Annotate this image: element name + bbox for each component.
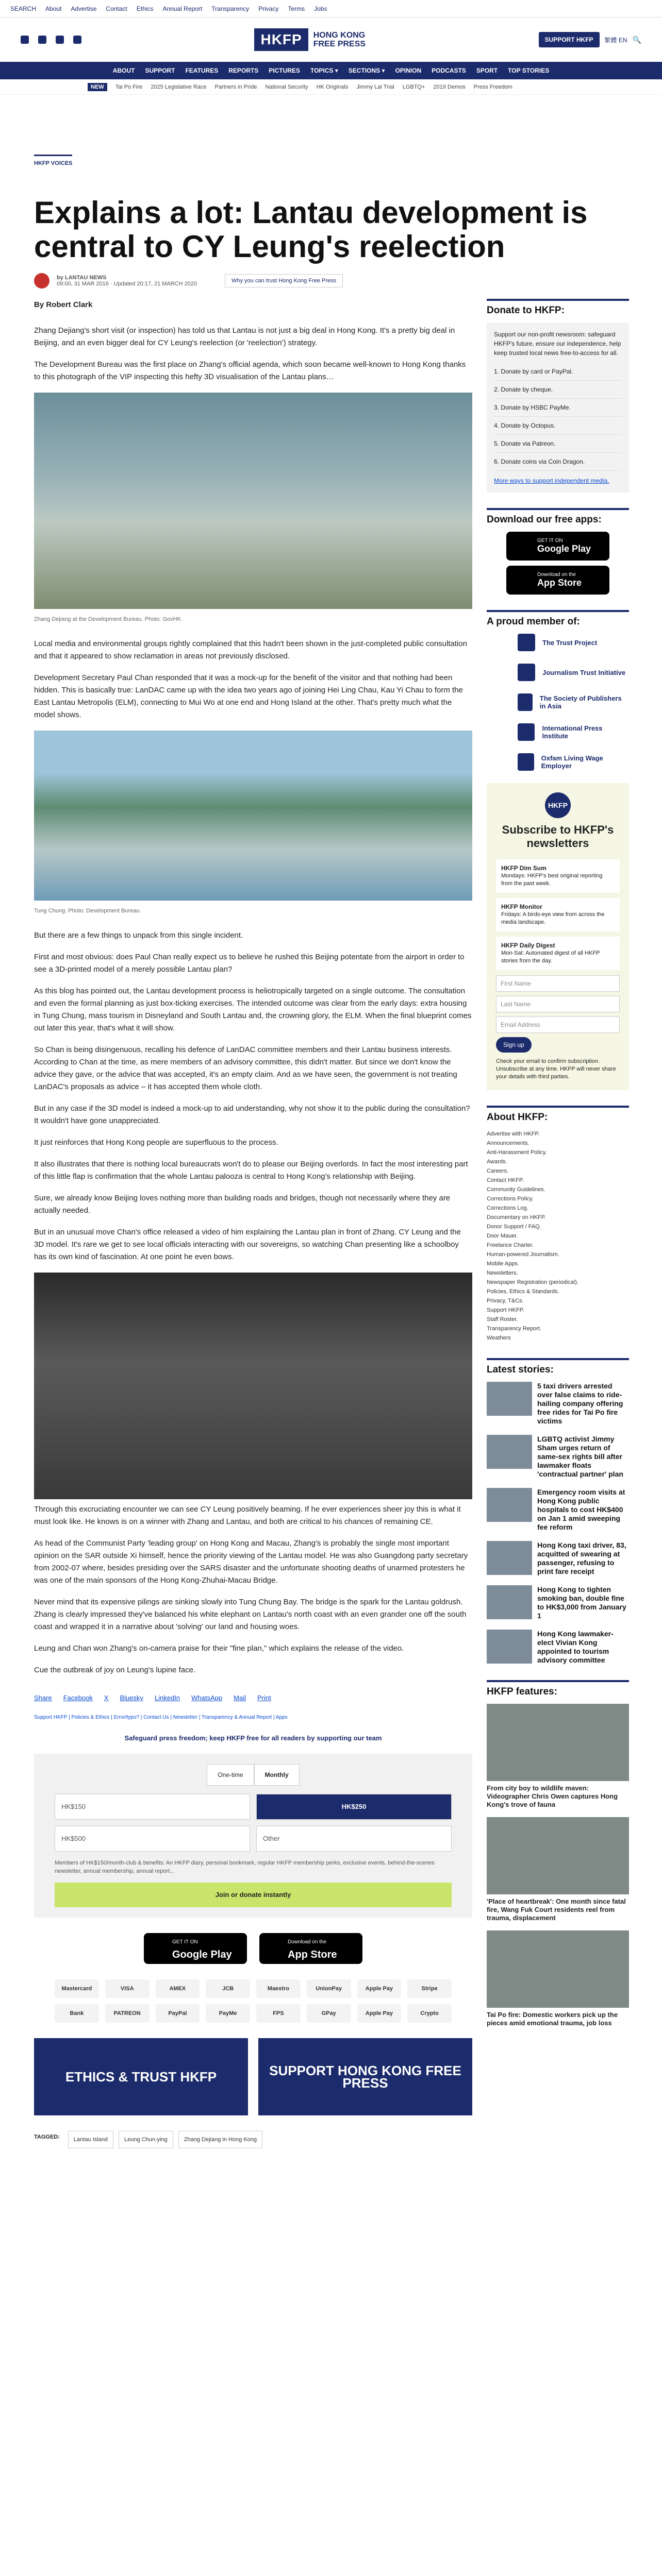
nav-item[interactable]: TOP STORIES (508, 67, 550, 74)
payment-logo: PayMe (206, 2004, 250, 2023)
nav-item[interactable]: SUPPORT (145, 67, 175, 74)
join-button[interactable]: Join or donate instantly (55, 1883, 452, 1907)
payment-logos (55, 1979, 452, 2023)
payment-logo: UnionPay (307, 1979, 351, 1998)
paragraph: The Development Bureau was the first place on Zhang's official agenda, which soon became well-known to Hong Kong thanks to this photograph of the VIP inspecting this hefty 3D visualisation of the Lantau plans… (34, 360, 466, 381)
member-logo[interactable] (518, 753, 629, 771)
story-thumbnail (487, 1630, 532, 1664)
terms-link[interactable]: Terms (288, 5, 305, 12)
ethics-banner[interactable]: ETHICS & TRUST HKFP (34, 2038, 248, 2115)
nav-item[interactable]: PODCASTS (432, 67, 466, 74)
about-link[interactable]: Contact HKFP. (487, 1177, 524, 1183)
gp-small: GET IT ON (537, 538, 563, 544)
nav-item[interactable]: SPORT (476, 67, 498, 74)
about-link[interactable]: Advertise with HKFP. (487, 1131, 540, 1137)
story-title: 5 taxi drivers arrested over false claims to ride-hailing company offering free rides for Tai Po fire victims (537, 1382, 623, 1425)
story-thumbnail (487, 1435, 532, 1469)
support-button[interactable]: SUPPORT HKFP (539, 32, 600, 47)
story-title: Hong Kong lawmaker-elect Vivian Kong appointed to tourism advisory committee (537, 1630, 614, 1664)
annual-report-link[interactable]: Annual Report (162, 5, 203, 12)
article-meta (34, 273, 343, 289)
donate-heading: Donate to HKFP: (487, 299, 629, 316)
donate-option[interactable]: 1. Donate by card or PayPal. (494, 363, 622, 381)
payment-logo: PayPal (156, 2004, 200, 2023)
one-time-tab[interactable]: One-time (207, 1764, 254, 1786)
payment-logo: GPay (307, 2004, 351, 2023)
subnav-item[interactable]: Press Freedom (473, 83, 512, 90)
feature-photo (487, 1704, 629, 1781)
app-store-badge[interactable] (259, 1933, 362, 1964)
as-small: Download on the (537, 572, 576, 578)
newsletter-desc: Mon-Sat: Automated digest of all HKFP stories from the day. (501, 950, 600, 964)
support-banner[interactable]: SUPPORT HONG KONG FREE PRESS (258, 2038, 472, 2115)
feature-title: 'Place of heartbreak': One month since fatal fire, Wang Fuk Court residents reel from trauma, displacement (487, 1897, 626, 1922)
newsletter-logo: HKFP (545, 792, 571, 818)
google-play-badge[interactable] (144, 1933, 247, 1964)
payment-logo: AMEX (156, 1979, 200, 1998)
frequency-toggle (55, 1764, 452, 1786)
video-embed[interactable] (34, 1273, 472, 1499)
jobs-link[interactable]: Jobs (314, 5, 327, 12)
about-list (487, 1129, 629, 1343)
features-list (487, 1704, 629, 2027)
about-link[interactable]: Policies, Ethics & Standards. (487, 1289, 559, 1295)
member-name: Oxfam Living Wage Employer (541, 754, 603, 770)
payment-logo: Maestro (256, 1979, 301, 1998)
feature-story[interactable] (487, 1930, 629, 2027)
latest-story[interactable] (487, 1382, 629, 1426)
about-link[interactable]: Staff Roster. (487, 1316, 518, 1323)
share-row (34, 1692, 472, 1704)
membership-text: Members of HK$150/month-club & benefits: An HKFP diary, personal bookmark, regular HKFP membership perks, exclusive events, behind-the-scenes newsletter, annual membership, annual report... (55, 1860, 435, 1874)
spam-note: Check your email to confirm subscription. Unsubscribe at any time. HKFP will never share your details with third parties. (496, 1058, 616, 1080)
feature-title: From city boy to wildlife maven: Videographer Chris Owen captures Hong Kong's trove of fauna (487, 1784, 618, 1808)
side-google-play[interactable] (506, 532, 609, 561)
monthly-tab[interactable]: Monthly (254, 1764, 300, 1786)
about-link[interactable]: Corrections Log. (487, 1205, 528, 1211)
subnav-item[interactable]: National Security (265, 83, 308, 90)
nav-item[interactable]: OPINION (395, 67, 422, 74)
tags (34, 2131, 472, 2148)
newsletter-title: HKFP Daily Digest (501, 942, 555, 949)
first-name-input[interactable]: First Name (496, 975, 620, 992)
payment-logo: Crypto (407, 2004, 452, 2023)
share-link[interactable]: Facebook (63, 1694, 93, 1702)
payment-logo: VISA (105, 1979, 150, 1998)
paragraph: Sure, we already know Beijing loves nothing more than building roads and bridges, though not necessarily where they are actually needed. (34, 1194, 451, 1215)
latest-heading: Latest stories: (487, 1358, 629, 1376)
amount-option-selected[interactable]: HK$250 (256, 1794, 452, 1820)
share-link[interactable]: Print (257, 1694, 271, 1702)
newsletter-title: HKFP Monitor (501, 903, 542, 910)
as-small: Download on the (288, 1939, 327, 1945)
latest-story[interactable] (487, 1541, 629, 1576)
payment-logo: Apple Pay (357, 2004, 402, 2023)
trust-link[interactable]: Why you can trust Hong Kong Free Press (225, 274, 343, 287)
paragraph: Never mind that its expensive pilings are sinking slowly into Tung Chung Bay. The bridge is the spark for the Lantau goldrush. Zhang is clearly impressed they've balanced his white elephant on Lantau's north coast with an even grander one off the south coast and wrapped it in a narrative about 'solving' our land and housing woes. (34, 1598, 467, 1631)
about-link[interactable]: Human-powered Journalism. (487, 1251, 559, 1258)
member-logo-mark (518, 634, 535, 651)
latest-story[interactable] (487, 1630, 629, 1665)
subnav-item[interactable]: LGBTQ+ (402, 83, 425, 90)
story-title: Emergency room visits at Hong Kong public hospitals to cost HK$400 on Jan 1 amid sweeping fee reform (537, 1488, 625, 1531)
as-label: App Store (288, 1949, 337, 1960)
member-logo-mark (518, 664, 535, 681)
author-avatar (34, 273, 49, 289)
share-link[interactable]: Mail (234, 1694, 246, 1702)
logo-line2: FREE PRESS (313, 40, 366, 48)
caption: Tung Chung. Photo: Development Bureau. (34, 908, 141, 914)
paragraph: Through this excruciating encounter we can see CY Leung positively beaming. If he ever experiences sheer joy this is what it must look like. He knows is on a winner with Zhang and Lantau, and both are critical to his chances of remaining CE. (34, 1505, 461, 1526)
story-thumbnail (487, 1585, 532, 1619)
paragraph: Zhang Dejiang's short visit (or inspection) has told us that Lantau is not just a big deal in Hong Kong. It's a pretty big deal in Beijing, and an even bigger deal for CY Leung's reelection (or 'reelection') strategy. (34, 326, 455, 347)
nav-item[interactable]: FEATURES (185, 67, 219, 74)
about-link[interactable]: Mobile Apps. (487, 1261, 519, 1267)
feature-story[interactable] (487, 1817, 629, 1922)
gp-label: Google Play (537, 544, 591, 554)
sidebar (487, 299, 629, 2036)
payment-logo: PATREON (105, 2004, 150, 2023)
about-link[interactable]: Careers. (487, 1168, 509, 1174)
member-logo-mark (518, 693, 533, 711)
tag[interactable]: Zhang Dejiang in Hong Kong (178, 2131, 262, 2148)
app-badges (34, 1933, 472, 1964)
story-title: Hong Kong taxi driver, 83, acquitted of swearing at passenger, refusing to print fare receipt (537, 1541, 626, 1575)
about-link[interactable]: Documentary on HKFP. (487, 1214, 546, 1221)
about-link[interactable]: Announcements. (487, 1140, 529, 1146)
search-icon[interactable]: 🔍 (632, 35, 641, 44)
photo-tung-chung (34, 731, 472, 901)
newsletter-option[interactable] (496, 898, 620, 931)
donate-option[interactable]: 2. Donate by cheque. (494, 381, 622, 399)
about-link[interactable]: Corrections Policy. (487, 1196, 534, 1202)
story-thumbnail (487, 1382, 532, 1416)
member-logo-mark (518, 753, 534, 771)
member-logo[interactable] (518, 664, 629, 681)
payment-logo: FPS (256, 2004, 301, 2023)
nav-item[interactable]: SECTIONS ▾ (348, 67, 385, 74)
member-name: The Trust Project (542, 638, 598, 647)
member-logo-mark (518, 723, 535, 741)
member-name: The Society of Publishers in Asia (539, 694, 622, 710)
signup-button[interactable]: Sign up (496, 1037, 532, 1053)
about-link[interactable]: Newspaper Registration (periodical). (487, 1279, 578, 1285)
member-heading: A proud member of: (487, 610, 629, 628)
donate-option[interactable]: 3. Donate by HSBC PayMe. (494, 399, 622, 417)
about-link[interactable]: Transparency Report. (487, 1326, 541, 1332)
about-link[interactable]: Door Mauer. (487, 1233, 518, 1239)
story-thumbnail (487, 1488, 532, 1522)
apps-heading: Download our free apps: (487, 508, 629, 526)
amount-grid (55, 1794, 452, 1852)
photo-zhang-model (34, 393, 472, 609)
author: By Robert Clark (34, 300, 93, 309)
donate-option[interactable]: 4. Donate by Octopus. (494, 417, 622, 435)
newsletter-heading: Subscribe to HKFP's newsletters (502, 823, 614, 850)
paragraph: Development Secretary Paul Chan responded that it was a mock-up for the benefit of the visitor and that nothing had been hidden. This is basically true: LanDAC came up with the idea two years ago of joining Hei Ling Chau, Kau Yi Chau to form the East Lantau Metropolis (ELM), connecting to Mui Wo at one end and Hong Island at the other. That's pretty much what the model shows. (34, 673, 463, 719)
paragraph: But in any case if the 3D model is indeed a mock-up to aid understanding, why not show it to the public during the consultation? It wouldn't have gone unappreciated. (34, 1104, 470, 1125)
member-logo[interactable] (518, 634, 629, 651)
paragraph: Local media and environmental groups rightly complained that this hadn't been shown in the just-completed public consultation and that it appeared to show reclamation in areas not previously disclosed. (34, 639, 468, 660)
story-thumbnail (487, 1541, 532, 1575)
paragraph: As this blog has pointed out, the Lantau development process is heliotropically targeted on a single outcome. The consultation and even the formal planning as just box-ticking exercises. The intended outcome was clear from the early days: extra housing in Tung Chung, mass tourism in Disneyland and South Lantau and, the crowning glory, the ELM. When the final blueprint comes out later this year, that's what it will show. (34, 987, 472, 1032)
paragraph: First and most obvious: does Paul Chan really expect us to believe he rushed this Beijing potentate from the airport in order to see a 3D-printed model of a merely possible Lantau plan? (34, 953, 465, 974)
email-input[interactable]: Email Address (496, 1016, 620, 1033)
paragraph: It just reinforces that Hong Kong people are superfluous to the process. (34, 1138, 278, 1147)
latest-story[interactable] (487, 1488, 629, 1532)
nav-item[interactable]: REPORTS (228, 67, 259, 74)
paragraph: So Chan is being disingenuous, recalling his defence of LanDAC committee members and their Lantau business interests. According to Chan at the time, as mere members of an advisory committee, this didn't matter. But since we don't know the advice they gave, or the advice that was accepted, it's an empty claim. And as we have seen, the government is not treating LanDAC's proposals as advice – it has accepted them whole cloth. (34, 1045, 457, 1091)
about-link[interactable]: Privacy, T&Cs. (487, 1298, 524, 1304)
gp-label: Google Play (172, 1949, 232, 1960)
newsletter-box (487, 783, 629, 1090)
subnav-item[interactable]: Partners in Pride (214, 83, 257, 90)
as-label: App Store (537, 578, 582, 588)
newsletter-desc: Mondays: HKFP's best original reporting from the past week. (501, 873, 603, 887)
newsletter-option[interactable] (496, 859, 620, 893)
caption: Zhang Dejiang at the Development Bureau. Photo: GovHK. (34, 616, 183, 622)
story-title: Hong Kong to tighten smoking ban, double fine to HK$3,000 from January 1 (537, 1585, 626, 1620)
latest-story[interactable] (487, 1435, 629, 1479)
transparency-link[interactable]: Transparency (211, 5, 250, 12)
dates: 09:00, 31 MAR 2016 · Updated 20:17, 21 MARCH 2020 (57, 281, 197, 287)
article-title: Explains a lot: Lantau development is central to CY Leung's reelection (34, 195, 588, 264)
language-toggle[interactable]: 繁體 EN (604, 36, 627, 44)
member-logo[interactable] (518, 693, 629, 711)
subnav-item[interactable]: 2025 Legislative Race (151, 83, 207, 90)
newsletter-option[interactable] (496, 937, 620, 970)
features-heading: HKFP features: (487, 1680, 629, 1698)
amount-option[interactable]: HK$150 (55, 1794, 250, 1820)
search-link[interactable]: SEARCH (10, 5, 37, 12)
donate-option[interactable]: 6. Donate coins via Coin Dragon. (494, 453, 622, 471)
gp-small: GET IT ON (172, 1939, 198, 1945)
subnav-item[interactable]: Tai Po Fire (115, 83, 143, 90)
tag[interactable]: Lantau Island (68, 2131, 113, 2148)
tags-label: TAGGED: (34, 2134, 60, 2140)
members-list (487, 634, 629, 771)
amount-option[interactable]: HK$500 (55, 1826, 250, 1852)
story-title: LGBTQ activist Jimmy Sham urges return of same-sex rights bill after lawmaker floats 'contractual partner' plan (537, 1435, 623, 1478)
paragraph: As head of the Communist Party 'leading group' on Hong Kong and Macau, Zhang's is probably the single most important opinion on the SAR outside Xi himself, hence the priority viewing of the Lantau model. He was also Guangdong party secretary from 2002-07 where, besides presiding over the SARS disaster and the unfortunate shooting deaths of unarmed protesters he was one of the main sponsors of the Hong Kong-Zhuhai-Macau Bridge. (34, 1539, 468, 1585)
member-logo[interactable] (518, 723, 629, 741)
paragraph: But in an unusual move Chan's office released a video of him explaining the Lantau plan in front of Zhang. CY Leung and the 3D model. It's rare we get to see local officials interacting with our sovereigns, so watching Chan presenting like a schoolboy has its own kind of fascination. At one point he even bows. (34, 1228, 461, 1261)
tag[interactable]: Leung Chun-ying (119, 2131, 173, 2148)
about-link[interactable]: Community Guidelines. (487, 1187, 545, 1193)
feature-title: Tai Po fire: Domestic workers pick up the pieces amid emotional trauma, job loss (487, 2011, 618, 2027)
amount-option-other[interactable]: Other (256, 1826, 452, 1852)
nav-item[interactable]: PICTURES (269, 67, 300, 74)
paragraph: It also illustrates that there is nothing local bureaucrats won't do to please our Beijing overlords. In fact the most interesting part of this little flap is confirmation that the whole Lantau palooza is central to Hong Kong's relationship with Beijing. (34, 1160, 468, 1181)
payment-logo: JCB (206, 1979, 250, 1998)
member-name: Journalism Trust Initiative (542, 668, 626, 676)
donate-intro[interactable]: Support our non-profit newsroom: safeguard HKFP's future, ensure our independence, help keep trusted local news free-to-access for all. (494, 331, 621, 357)
policy-links[interactable]: Support HKFP | Policies & Ethics | Error/typo? | Contact Us | Newsletter | Transparency & Annual Report | Apps (34, 1715, 288, 1720)
contact-link[interactable]: Contact (106, 5, 127, 12)
paragraph: Leung and Chan won Zhang's on-camera praise for their "fine plan," which explains the release of the video. (34, 1644, 404, 1653)
subnav-item[interactable]: 2019 Demos (433, 83, 466, 90)
newsletter-desc: Fridays: A birds-eye view from across the media landscape. (501, 911, 605, 925)
about-link[interactable]: Anti-Harassment Policy. (487, 1149, 547, 1156)
share-link[interactable]: LinkedIn (155, 1694, 180, 1702)
advertise-link[interactable]: Advertise (71, 5, 97, 12)
about-heading: About HKFP: (487, 1106, 629, 1123)
newsletter-options (496, 859, 620, 970)
paragraph: But there are a few things to unpack from this single incident. (34, 931, 243, 940)
ethics-link[interactable]: Ethics (136, 5, 154, 12)
privacy-link[interactable]: Privacy (258, 5, 279, 12)
subnav-item[interactable]: HK Originals (316, 83, 349, 90)
donate-panel (487, 323, 629, 493)
subnav-item[interactable]: Jimmy Lai Trial (356, 83, 394, 90)
about-link[interactable]: Freelance Charter. (487, 1242, 534, 1248)
feature-photo (487, 1817, 629, 1894)
share-link[interactable]: WhatsApp (191, 1694, 223, 1702)
about-link[interactable]: Newsletters. (487, 1270, 518, 1276)
new-badge: NEW (88, 83, 107, 91)
feature-photo (487, 1930, 629, 2008)
about-link[interactable]: Support HKFP. (487, 1307, 524, 1313)
byline[interactable]: by LANTAU NEWS (57, 275, 107, 281)
latest-list (487, 1382, 629, 1665)
more-ways-link[interactable]: More ways to support independent media. (494, 477, 609, 484)
share-link[interactable]: X (104, 1694, 109, 1702)
donate-box (34, 1754, 472, 1918)
donate-option[interactable]: 5. Donate via Patreon. (494, 435, 622, 453)
about-link[interactable]: Weathers (487, 1335, 511, 1341)
member-name: International Press Institute (542, 724, 603, 740)
last-name-input[interactable]: Last Name (496, 996, 620, 1012)
about-link[interactable]: Donor Support / FAQ. (487, 1224, 541, 1230)
side-app-store[interactable] (506, 566, 609, 595)
feature-story[interactable] (487, 1704, 629, 1809)
promo-banners (34, 2038, 472, 2115)
about-link[interactable]: About (45, 5, 62, 12)
paragraph: Cue the outbreak of joy on Leung's lupine face. (34, 1666, 196, 1674)
kicker[interactable]: HKFP VOICES (34, 155, 72, 166)
share-link[interactable]: Share (34, 1694, 52, 1702)
latest-story[interactable] (487, 1585, 629, 1620)
logo-box: HKFP (254, 28, 308, 51)
share-link[interactable]: Bluesky (120, 1694, 143, 1702)
nav-item[interactable]: TOPICS ▾ (310, 67, 338, 74)
newsletter-title: HKFP Dim Sum (501, 865, 547, 872)
nav-item[interactable]: ABOUT (112, 67, 135, 74)
article-body (34, 299, 472, 2148)
about-link[interactable]: Awards. (487, 1159, 507, 1165)
payment-logo: Stripe (407, 1979, 452, 1998)
payment-logo: Apple Pay (357, 1979, 402, 1998)
safeguard-banner: Safeguard press freedom; keep HKFP free for all readers by supporting our team (124, 1734, 382, 1742)
payment-logo: Mastercard (55, 1979, 99, 1998)
logo-line1: HONG KONG (313, 31, 366, 40)
payment-logo: Bank (55, 2004, 99, 2023)
